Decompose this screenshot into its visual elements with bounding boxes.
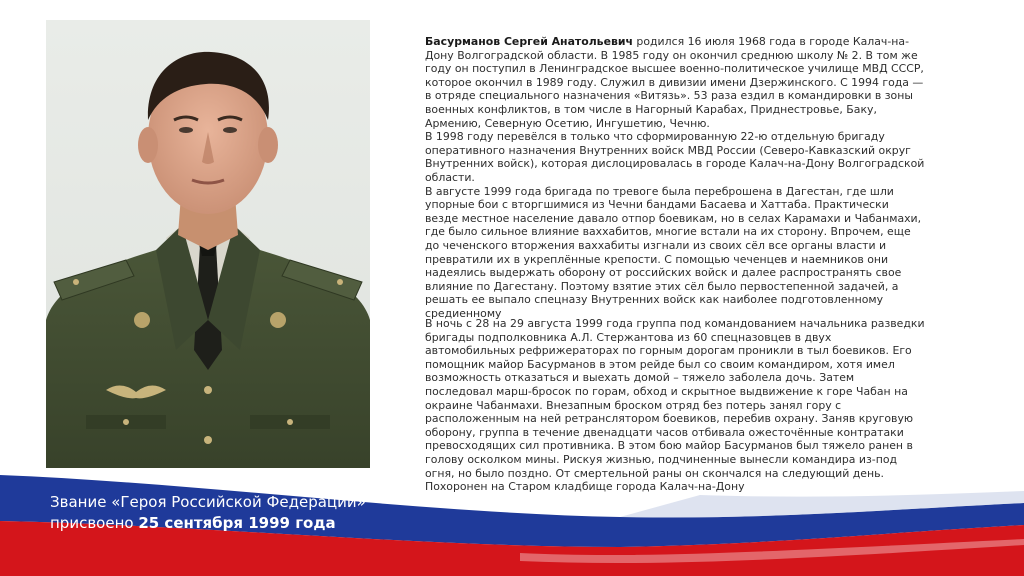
caption-prefix: присвоено xyxy=(50,514,139,532)
biography-text xyxy=(425,35,925,320)
bio-paragraph-4: В ночь с 28 на 29 августа 1999 года группа под командованием начальника разведки бригады подполковника А.Л. Стержантова из 60 спецназовцев в двух автомобильных рефрижераторах по горным дорогам проникли в тыл боевиков. Его помощник майор Басурманов в этом рейде был со своим командиром, хотя имел возможность отказаться и выехать домой – тяжело заболела дочь. Затем последовал марш-бросок по горам, обход и скрытное выдвижение к горе Чабан на окраине Чабанмахи. Внезапным броском отряд без потерь занял гору с расположенным на ней ретранслятором боевиков, перебив охрану. Заняв круговую оборону, группа в течение двенадцати часов отбивала ожесточённые контратаки превосходящих сил противника. В этом бою майор Басурманов был тяжело ранен в голову осколком мины. Рискуя жизнью, подчиненные вынесли командира из-под огня, но было поздно. От смертельной раны он скончался на следующий день. Похоронен на Старом кладбище города Калач-на-Дону xyxy=(425,317,925,494)
bio-paragraph-2: В 1998 году перевёлся в только что сформированную 22-ю отдельную бригаду оперативного назначения Внутренних войск МВД России (Северо-Кавказский округ Внутренних войск), которая дислоцировалась в городе Калач-на-Дону Волгоградской области. xyxy=(425,130,925,184)
bio-name: Басурманов Сергей Анатольевич xyxy=(425,35,633,48)
caption-date: 25 сентября 1999 года xyxy=(138,514,336,532)
bio-paragraph-1 xyxy=(425,35,925,130)
bio-paragraph-3: В августе 1999 года бригада по тревоге была переброшена в Дагестан, где шли упорные бои с вторгшимися из Чечни бандами Басаева и Хаттаба. Практически везде местное население давало отпор боевикам, но в селах Карамахи и Чабанмахи, где было сильное влияние ваххабитов, многие встали на их сторону. Впрочем, еще до чеченского вторжения ваххабиты изгнали из своих сёл все органы власти и превратили их в укреплённые крепости. С помощью чеченцев и наемников они надеялись выдержать оборону от российских войск и далее распространять свое влияние по Дагестану. Поэтому взятие этих сёл было первостепенной задачей, а решать ее выпало спецназу Внутренних войск как наиболее подготовленному средиенному xyxy=(425,184,922,320)
caption-line-2 xyxy=(50,513,430,534)
caption-line-1: Звание «Героя Российской Федерации» xyxy=(50,493,366,511)
bio-paragraph-1-text: родился 16 июля 1968 года в городе Калач-на-Дону Волгоградской области. В 1985 году он окончил среднюю школу № 2. В том же году он поступил в Ленинградское высшее военно-политическое училище МВД СССР, которое окончил в 1989 году. Служил в дивизии имени Дзержинского. С 1994 года — в отряде специального назначения «Витязь». 53 раза ездил в командировки в зоны военных конфликтов, в том числе в Нагорный Карабах, Приднестровье, Баку, Армению, Северную Осетию, Ингушетию, Чечню. xyxy=(425,35,924,130)
portrait-photo xyxy=(46,20,370,468)
portrait-illustration xyxy=(46,20,370,468)
biography-text-overlap xyxy=(425,317,925,494)
hero-caption xyxy=(50,492,430,534)
